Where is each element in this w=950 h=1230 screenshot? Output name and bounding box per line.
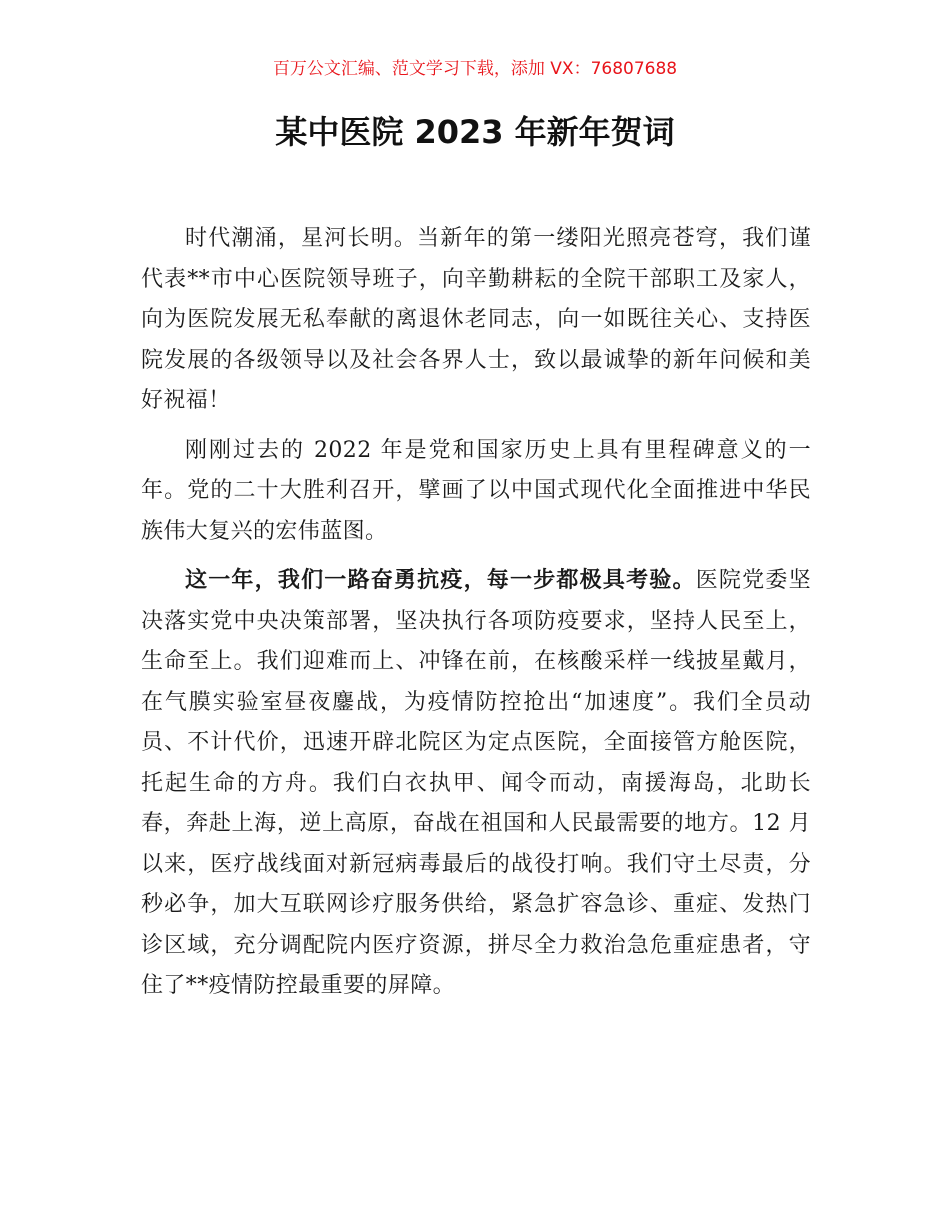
paragraph-text: 医院党委坚决落实党中央决策部署，坚决执行各项防疫要求，坚持人民至上，生命至上。我们迎难而上、冲锋在前，在核酸采样一线披星戴月，在气膜实验室昼夜鏖战，为疫情防控抢出“加速度”。我们全员动员、不计代价，迅速开辟北院区为定点医院，全面接管方舱医院，托起生命的方舟。我们白衣执甲、闻令而动，南援海岛，北助长春，奔赴上海，逆上高原，奋战在祖国和人民最需要的地方。12 月以来，医疗战线面对新冠病毒最后的战役打响。我们守土尽责，分秒必争，加大互联网诊疗服务供给，紧急扩容急诊、重症、发热门诊区域，充分调配院内医疗资源，拼尽全力救治急危重症患者，守住了**疫情防控最重要的屏障。	[141, 568, 811, 998]
document-title: 某中医院 2023 年新年贺词	[275, 113, 675, 151]
header-watermark: 百万公文汇编、范文学习下载，添加 VX：76807688	[272, 59, 678, 79]
paragraph-review-2022	[141, 431, 811, 553]
paragraph-greeting	[141, 219, 811, 422]
paragraph-lead: 这一年，我们一路奋勇抗疫，每一步都极具考验。	[185, 568, 696, 593]
paragraph-text: 刚刚过去的 2022 年是党和国家历史上具有里程碑意义的一年。党的二十大胜利召开，擘画了以中国式现代化全面推进中华民族伟大复兴的宏伟蓝图。	[141, 437, 811, 544]
document-body	[141, 219, 811, 1016]
paragraph-text: 时代潮涌，星河长明。当新年的第一缕阳光照亮苍穹，我们谨代表**市中心医院领导班子，向辛勤耕耘的全院干部职工及家人，向为医院发展无私奉献的离退休老同志，向一如既往关心、支持医院发展的各级领导以及社会各界人士，致以最诚挚的新年问候和美好祝福！	[141, 226, 811, 413]
paragraph-epidemic-fight	[141, 561, 811, 1007]
